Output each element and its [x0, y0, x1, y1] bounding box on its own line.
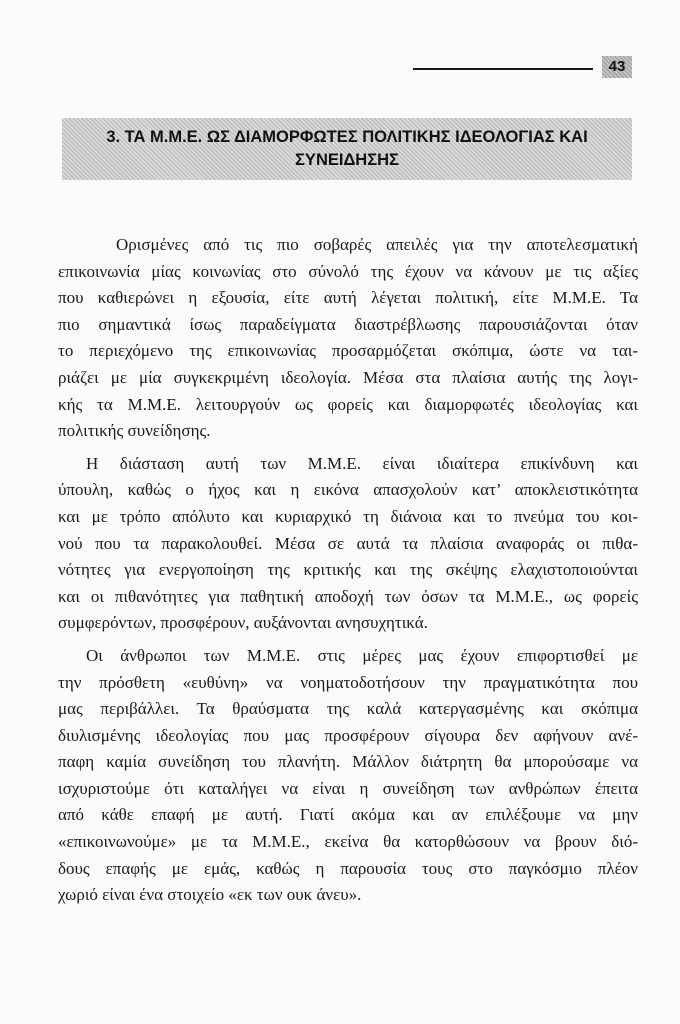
- text-line: νού που τα παρακολουθεί. Μέσα σε αυτά τα πλαίσια αναφοράς οι πιθα-: [58, 533, 638, 553]
- chapter-title: [62, 118, 632, 180]
- text-line: και οι πιθανότητες για παθητική αποδοχή των όσων τα Μ.Μ.Ε., ως φορείς: [58, 586, 638, 606]
- paragraph: [58, 232, 638, 445]
- paragraph: [58, 451, 638, 637]
- text-line: την πρόσθετη «ευθύνη» να νοηματοδοτήσουν την πραγματικότητα που: [58, 672, 638, 692]
- chapter-title-line: 3. ΤΑ Μ.Μ.Ε. ΩΣ ΔΙΑΜΟΡΦΩΤΕΣ ΠΟΛΙΤΙΚΗΣ ΙΔΕΟΛΟΓΙΑΣ ΚΑΙ: [106, 128, 588, 146]
- text-line: Οι άνθρωποι των Μ.Μ.Ε. στις μέρες μας έχουν επιφορτισθεί με: [86, 645, 638, 665]
- text-line: παφη καμία συνείδηση του πλανήτη. Μάλλον διάτρητη θα μπορούσαμε να: [58, 752, 638, 772]
- page-number: 43: [602, 56, 632, 78]
- text-line: Η διάσταση αυτή των Μ.Μ.Ε. είναι ιδιαίτερα επικίνδυνη και: [86, 453, 638, 473]
- text-line: ισχυριστούμε ότι καταλήγει να είναι η συνείδηση των ανθρώπων έπειτα: [58, 778, 638, 798]
- text-line: που καθιερώνει η εξουσία, είτε αυτή λέγεται πολιτική, είτε Μ.Μ.Ε. Τα: [58, 288, 638, 308]
- text-line: ριάζει με μία συγκεκριμένη ιδεολογία. Μέσα στα πλαίσια αυτής της λογι-: [58, 367, 638, 387]
- body-text: [58, 232, 638, 909]
- text-line: το περιεχόμενο της επικοινωνίας προσαρμόζεται σκόπιμα, ώστε να ται-: [58, 341, 638, 361]
- text-line: νότητες για ενεργοποίηση της κριτικής και της σκέψης ελαχιστοποιούνται: [58, 560, 638, 580]
- text-line: κής τα Μ.Μ.Ε. λειτουργούν ως φορείς και διαμορφωτές ιδεολογίας και: [58, 394, 638, 414]
- text-line: Ορισμένες από τις πιο σοβαρές απειλές για την αποτελεσματική: [116, 235, 638, 254]
- text-line: «επικοινωνούμε» με τα Μ.Μ.Ε., εκείνα θα κατορθώσουν να βρουν διό-: [58, 832, 638, 852]
- text-line: και με τρόπο απόλυτο και κυριαρχικό τη διάνοια και το πνεύμα του κοι-: [58, 506, 638, 526]
- chapter-title-line: ΣΥΝΕΙΔΗΣΗΣ: [295, 151, 399, 169]
- text-line: χωριό είναι ένα στοιχείο «εκ των ουκ άνευ».: [58, 885, 362, 905]
- text-line: ύπουλη, καθώς ο ήχος και η εικόνα απασχολούν κατ’ αποκλειστικότητα: [58, 480, 638, 500]
- paragraph: [58, 643, 638, 909]
- text-line: πιο σημαντικά ίσως παραδείγματα διαστρέβλωσης παρουσιάζονται όταν: [58, 314, 638, 334]
- header-rule: [413, 68, 593, 70]
- text-line: μας περιβάλλει. Τα θραύσματα της καλά κατεργασμένης και σκόπιμα: [58, 699, 638, 719]
- text-line: δους επαφής με εμάς, καθώς η παρουσία τους στο παγκόσμιο πλέον: [58, 858, 638, 878]
- text-line: επικοινωνία μίας κοινωνίας στο σύνολό της έχουν να κάνουν με τις αξίες: [58, 261, 638, 281]
- text-line: διυλισμένης ιδεολογίας που μας προσφέρουν σίγουρα δεν αφήνουν ανέ-: [58, 725, 638, 745]
- text-line: πολιτικής συνείδησης.: [58, 421, 211, 441]
- text-line: από κάθε επαφή με αυτή. Γιατί ακόμα και αν επιλέξουμε να μην: [58, 805, 638, 825]
- text-line: συμφερόντων, προσφέρουν, αυξάνονται ανησυχητικά.: [58, 613, 428, 633]
